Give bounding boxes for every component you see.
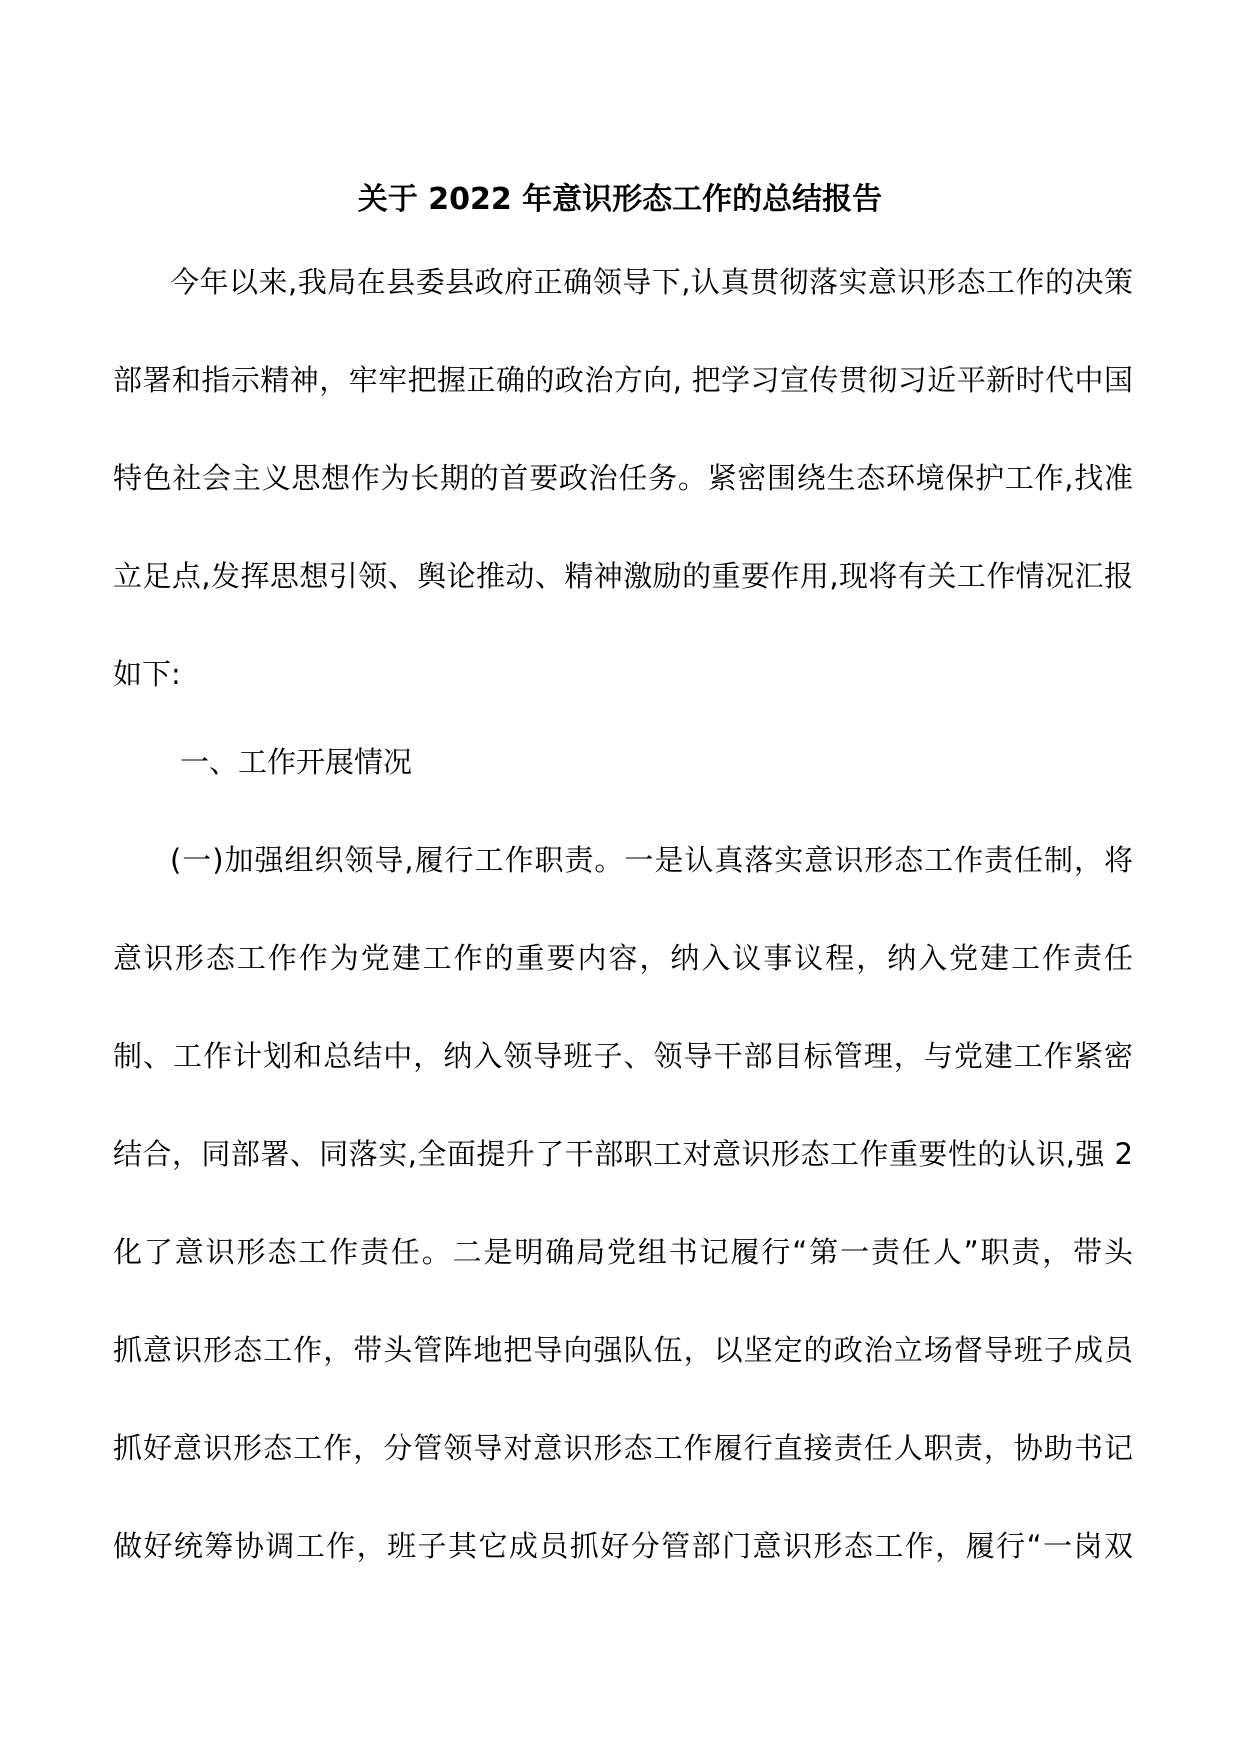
paragraph-line: 结合，同部署、同落实,全面提升了干部职工对意识形态工作重要性的认识,强 2 bbox=[113, 1137, 1133, 1171]
paragraph-line: 做好统筹协调工作，班子其它成员抓好分管部门意识形态工作，履行“一岗双 bbox=[113, 1529, 1133, 1563]
paragraph-line: 意识形态工作作为党建工作的重要内容，纳入议事议程，纳入党建工作责任 bbox=[113, 941, 1133, 975]
paragraph-line: 立足点,发挥思想引领、舆论推动、精神激励的重要作用,现将有关工作情况汇报 bbox=[113, 559, 1133, 593]
paragraph-line: 如下: bbox=[113, 657, 181, 691]
document-title: 关于 2022 年意识形态工作的总结报告 bbox=[357, 182, 883, 217]
paragraph-line: 今年以来,我局在县委县政府正确领导下,认真贯彻落实意识形态工作的决策 bbox=[170, 265, 1133, 299]
section-heading: 一、工作开展情况 bbox=[180, 745, 413, 779]
paragraph-line: 抓好意识形态工作，分管领导对意识形态工作履行直接责任人职责，协助书记 bbox=[113, 1431, 1133, 1465]
paragraph-line: 制、工作计划和总结中，纳入领导班子、领导干部目标管理，与党建工作紧密 bbox=[113, 1039, 1133, 1073]
paragraph-line: 特色社会主义思想作为长期的首要政治任务。紧密围绕生态环境保护工作,找准 bbox=[113, 461, 1133, 495]
paragraph-line: 化了意识形态工作责任。二是明确局党组书记履行“第一责任人”职责，带头 bbox=[113, 1235, 1133, 1269]
paragraph-line: 部署和指示精神，牢牢把握正确的政治方向, 把学习宣传贯彻习近平新时代中国 bbox=[113, 363, 1133, 397]
paragraph-line: (一)加强组织领导,履行工作职责。一是认真落实意识形态工作责任制，将 bbox=[170, 843, 1133, 877]
paragraph-line: 抓意识形态工作，带头管阵地把导向强队伍，以坚定的政治立场督导班子成员 bbox=[113, 1333, 1133, 1367]
